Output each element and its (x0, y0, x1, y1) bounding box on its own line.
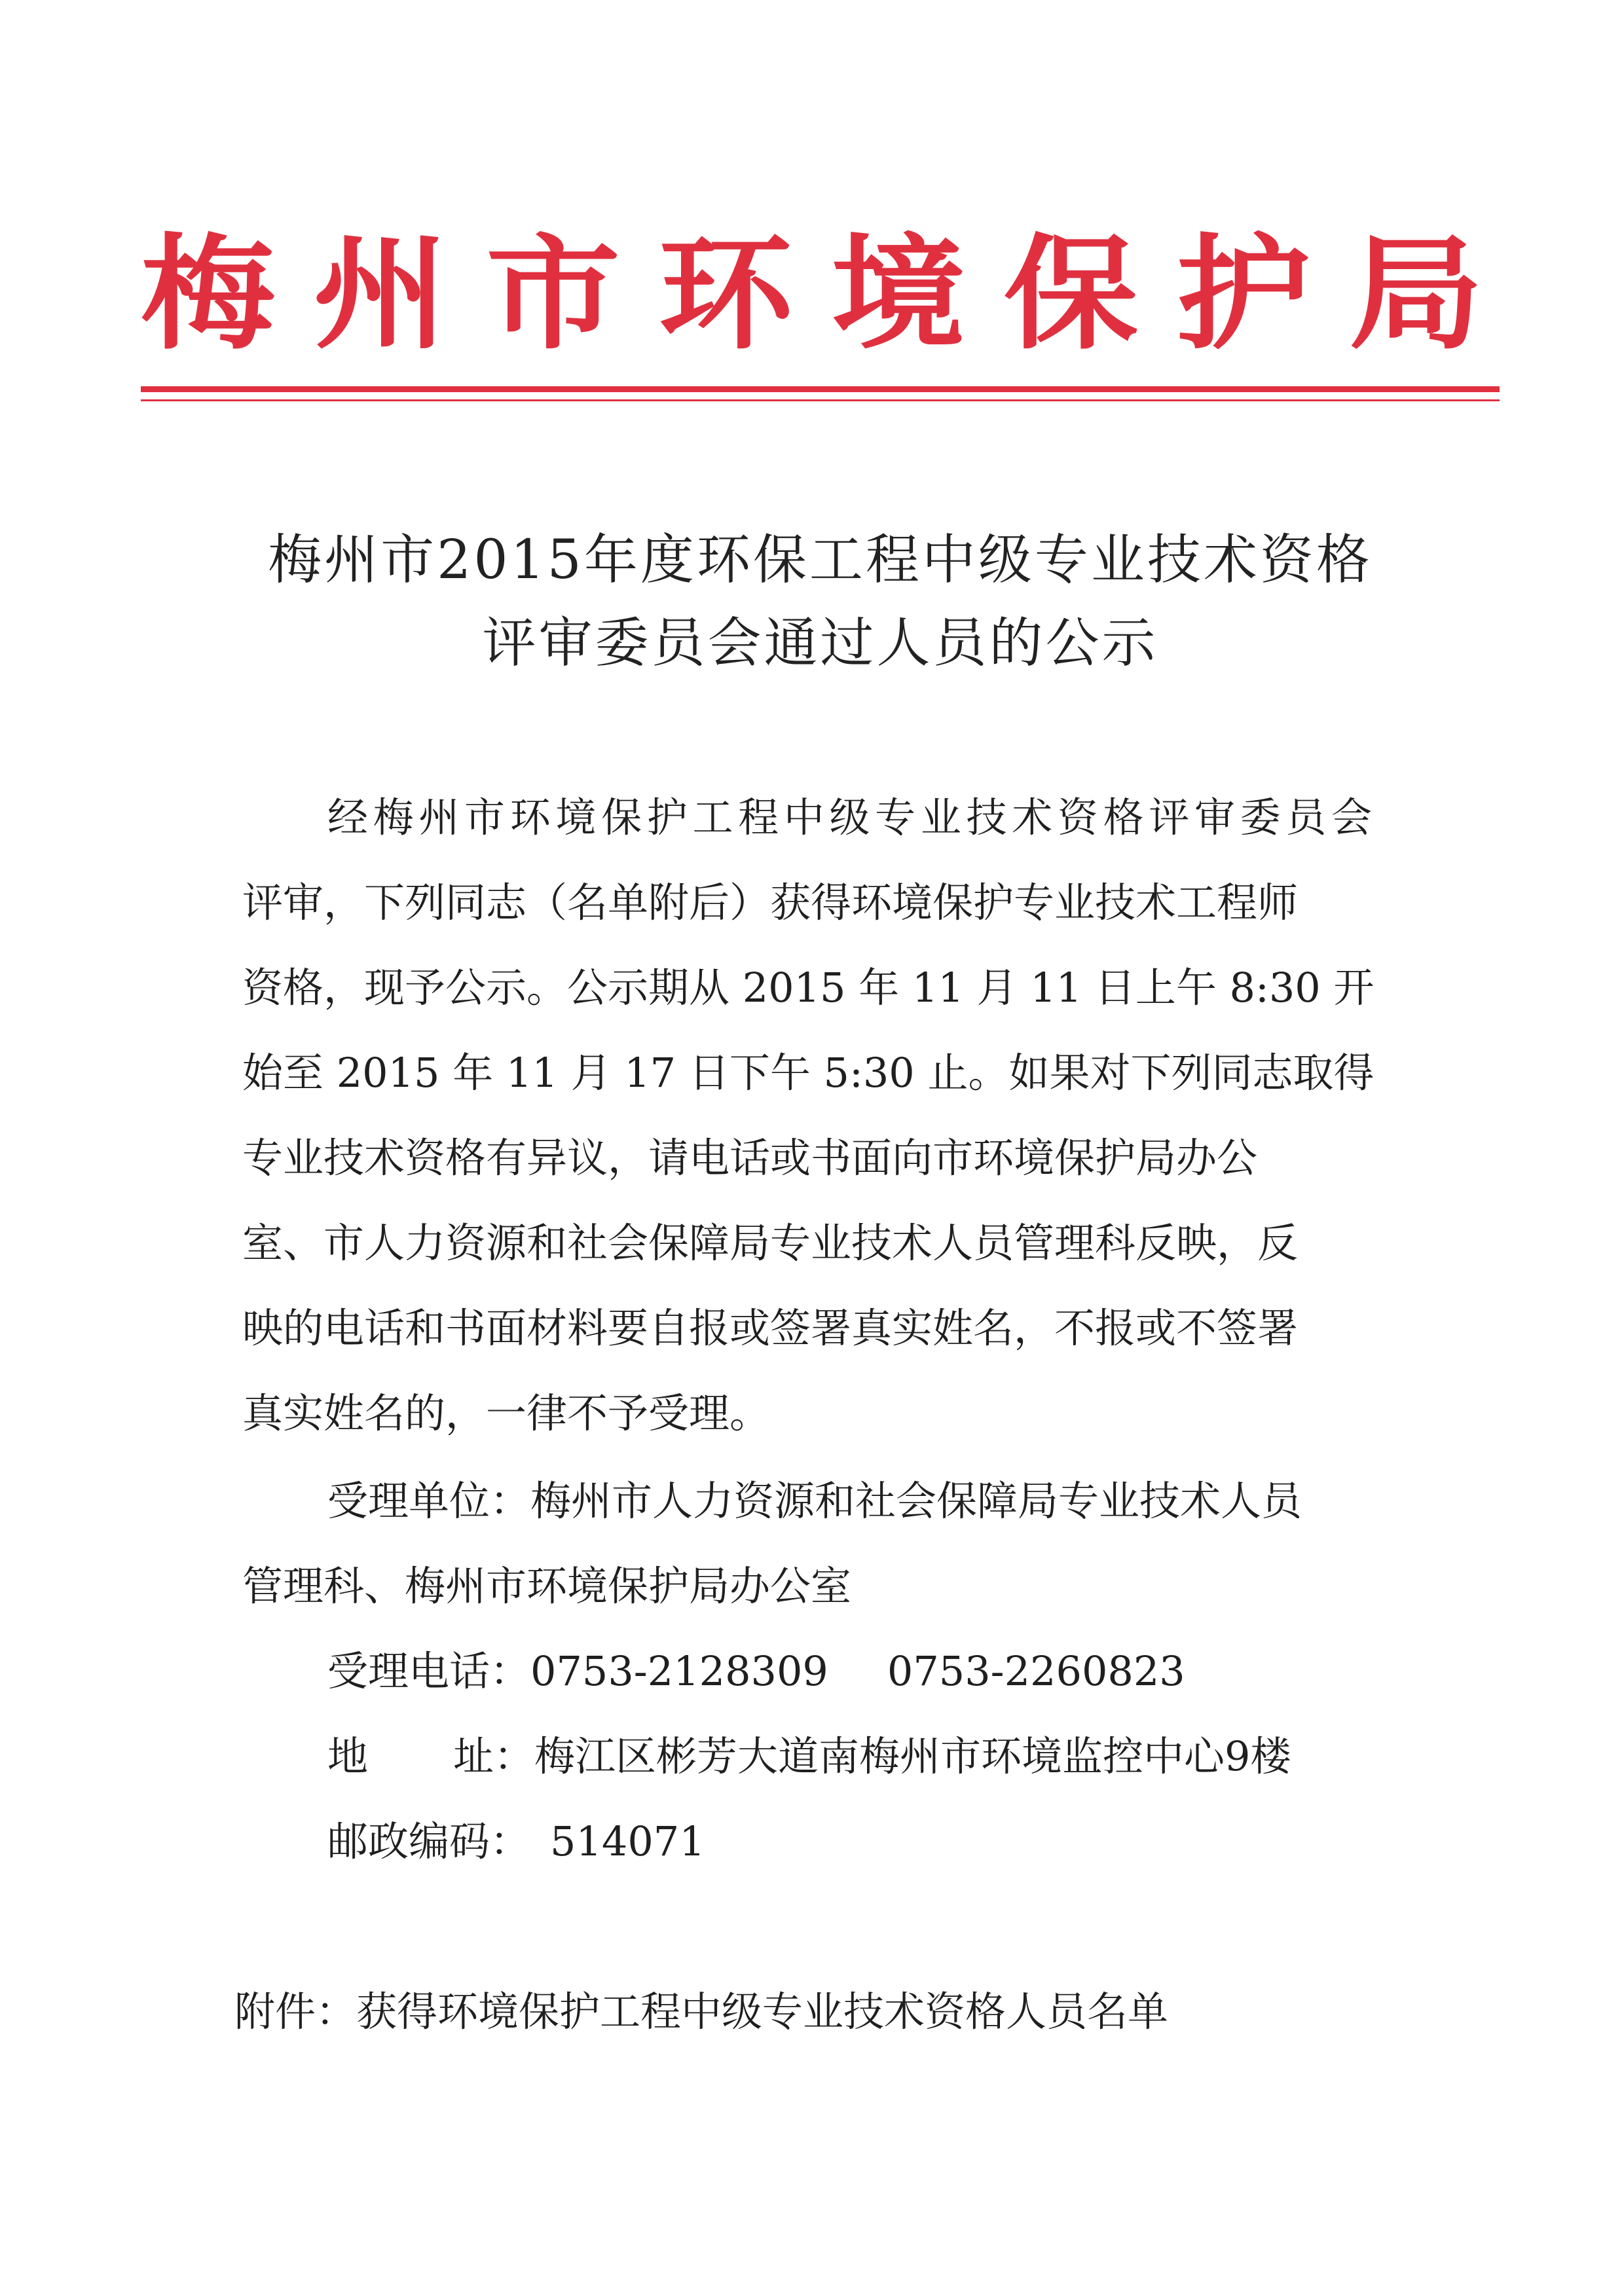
letterhead-char: 境 (831, 223, 966, 367)
address-line (327, 1732, 1372, 1780)
body-line-3: 资格，现予公示。公示期从 2015 年 11 月 11 日上午 8:30 开 (242, 964, 1375, 1011)
letterhead-char: 市 (486, 223, 621, 367)
letterhead-char: 梅 (141, 223, 275, 367)
phone-number-2: 0753-2260823 (887, 1647, 1185, 1695)
letterhead-char: 环 (658, 223, 793, 367)
phone-line (327, 1647, 1185, 1695)
phone-label: 受理电话： (327, 1647, 531, 1695)
body-line-2: 评审，下列同志（名单附后）获得环境保护专业技术工程师 (242, 879, 1299, 926)
document-title-line-1: 梅州市2015年度环保工程中级专业技术资格 (268, 529, 1373, 591)
zip-label: 邮政编码： (327, 1817, 531, 1865)
body-line-7: 映的电话和书面材料要自报或签署真实姓名，不报或不签署 (242, 1304, 1299, 1352)
accepting-unit-line-1: 受理单位：梅州市人力资源和社会保障局专业技术人员 (327, 1477, 1302, 1525)
body-line-8: 真实姓名的，一律不予受理。 (242, 1389, 771, 1437)
attachment-line: 附件：获得环境保护工程中级专业技术资格人员名单 (234, 1988, 1169, 2035)
document-title-line-2: 评审委员会通过人员的公示 (482, 612, 1158, 674)
letterhead-char: 护 (1176, 223, 1311, 367)
letterhead-char: 州 (313, 223, 448, 367)
address-label-b: 址： (453, 1732, 535, 1780)
letterhead-rule-thin (141, 399, 1500, 401)
body-line-5: 专业技术资格有异议，请电话或书面向市环境保护局办公 (242, 1134, 1258, 1182)
letterhead-char: 保 (1003, 223, 1138, 367)
zip-line (327, 1817, 705, 1865)
address-label-a: 地 (327, 1732, 369, 1780)
body-line-1 (327, 793, 1377, 841)
letterhead-char: 局 (1348, 223, 1483, 367)
zip-value: 514071 (550, 1817, 705, 1865)
letterhead-title (141, 216, 1483, 373)
body-line-6: 室、市人力资源和社会保障局专业技术人员管理科反映，反 (242, 1219, 1299, 1267)
body-line-text: 经梅州市环境保护工程中级专业技术资格评审委员会 (327, 793, 1377, 841)
letterhead-rule-thick (141, 386, 1500, 392)
accepting-unit-line-2: 管理科、梅州市环境保护局办公室 (242, 1562, 852, 1610)
body-line-4: 始至 2015 年 11 月 17 日下午 5:30 止。如果对下列同志取得 (242, 1049, 1375, 1097)
phone-number-1: 0753-2128309 (530, 1647, 828, 1695)
address-value: 梅江区彬芳大道南梅州市环境监控中心9楼 (534, 1732, 1291, 1780)
